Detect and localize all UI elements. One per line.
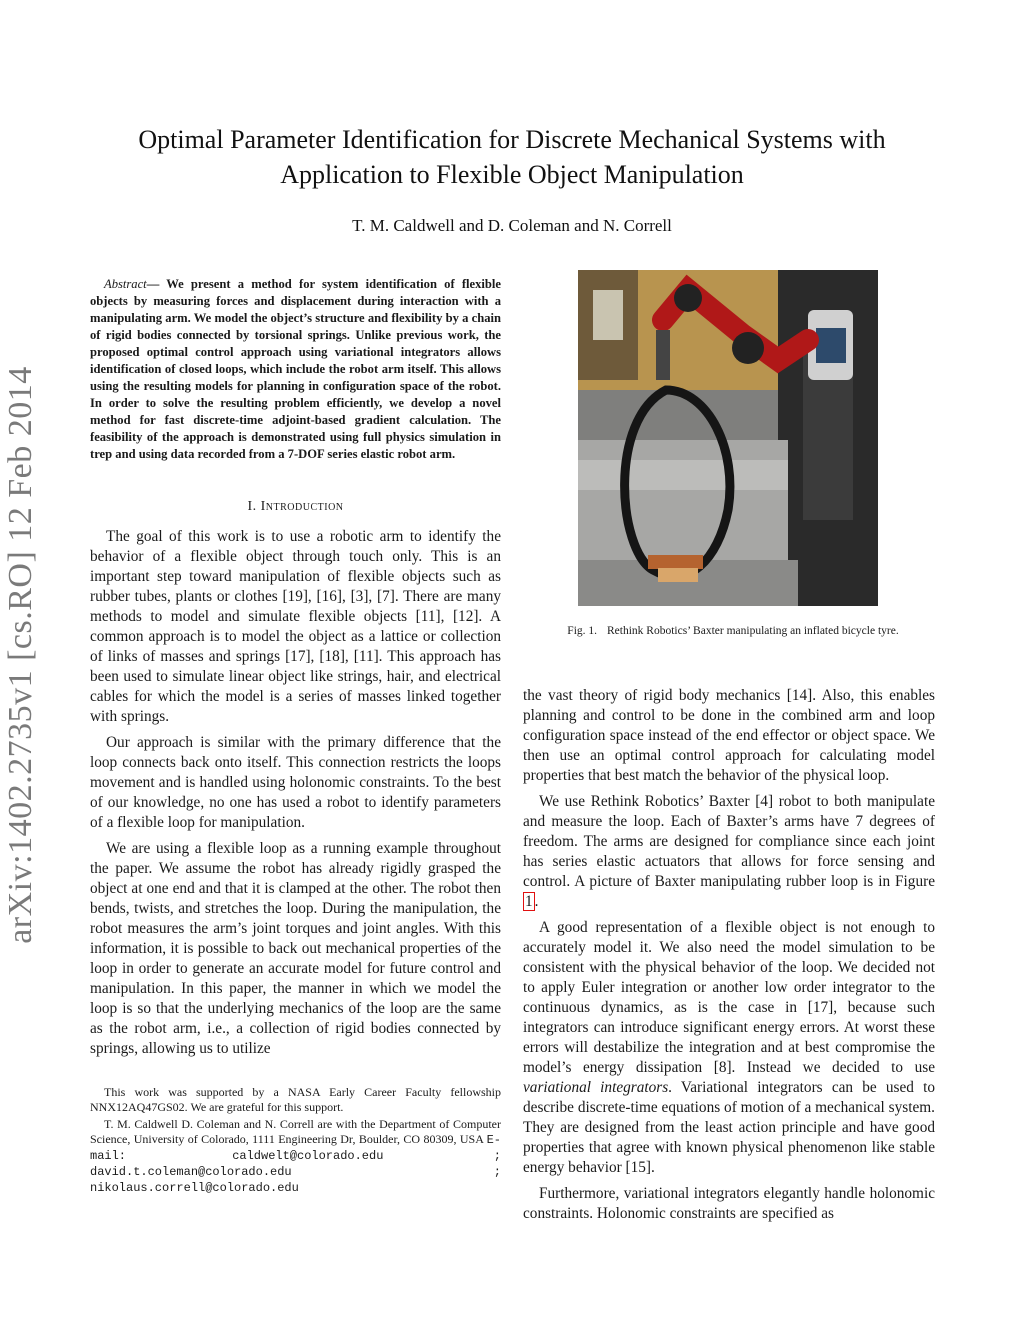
author-list: T. M. Caldwell and D. Coleman and N. Correll [352, 216, 672, 235]
right-paragraph-2-end: . [534, 893, 539, 910]
right-paragraph-4: Furthermore, variational integrators elegantly handle holonomic constraints. Holonomic constraints are specified as [523, 1185, 935, 1222]
right-column [523, 686, 935, 1224]
right-paragraph-1: the vast theory of rigid body mechanics [14]. Also, this enables planning and control to be done in the combined arm and loop configuration space instead of the end effector or object space. We then use an optimal control approach for calculating model properties that best match the behavior of the physical loop. [523, 687, 935, 784]
abstract [90, 276, 501, 463]
section-title: Introduction [260, 499, 344, 514]
figure-label: Fig. 1. [567, 625, 598, 637]
footnote-email-label: E-mail: [90, 1133, 501, 1163]
title-line-1: Optimal Parameter Identification for Discrete Mechanical Systems with [138, 125, 886, 154]
abstract-text: — We present a method for system identification of flexible objects by measuring forces and displacement during interaction with a manipulating arm. We model the object’s structure and flexibility by a chain of rigid bodies connected by torsional springs. Unlike previous work, the proposed optimal control approach using variational integrators allows identification of closed loops, which include the robot arm itself. This allows using the resulting models for planning in configuration space of the robot. In order to solve the resulting problem efficiently, we develop a novel method for fast discrete-time adjoint-based gradient calculation. The feasibility of the approach is demonstrated using full physics simulation in trep and using data recorded from a 7-DOF series elastic robot arm. [90, 277, 501, 461]
title-line-2: Application to Flexible Object Manipulation [280, 160, 744, 189]
figure-1-reference-link[interactable]: 1 [525, 893, 533, 910]
right-paragraph-3-text: A good representation of a flexible object is not enough to accurately model it. We also need the model simulation to be consistent with the physical behavior of the loop. We decided not to apply Euler integration or another low order integrator to the continuous dynamics, as is the case in [17], because such integrators can introduce significant energy errors. At worst these errors will destabilize the integration and at best compromise the model’s energy dissipation [8]. Instead we decided to use [523, 919, 935, 1076]
arxiv-identifier-margin [0, 350, 42, 960]
figure-caption-text: Rethink Robotics’ Baxter manipulating an inflated bicycle tyre. [607, 625, 899, 637]
footnote-affiliation [90, 1117, 501, 1196]
baxter-robot-illustration [578, 270, 878, 606]
right-paragraph-3 [523, 918, 935, 1178]
right-paragraph-2-text: We use Rethink Robotics’ Baxter [4] robot to both manipulate and measure the loop. Each of Baxter’s arms have 7 degrees of freedom. The arms are designed for compliance since each joint has series elastic actuators that allows for force sensing and control. A picture of Baxter manipulating rubber loop is in Figure [523, 793, 935, 890]
figure-1-photo [578, 270, 878, 606]
intro-paragraph-3: We are using a flexible loop as a running example throughout the paper. We assume the robot has already rigidly grasped the object at one end and that it is clamped at the other. The robot then bends, twists, and stretches the loop. During the manipulation, the robot measures the arm’s joint torques and joint angles. With this information, it is possible to back out mechanical properties of the loop in order to generate an accurate model for future control and manipulation. In this paper, the manner in which we model the loop is so that the underlying mechanics of the loop are the same as the robot arm, i.e., a collection of rigid bodies connected by springs, allowing us to utilize [90, 840, 501, 1057]
left-column [90, 264, 501, 1196]
arxiv-identifier-text: arXiv:1402.2735v1 [cs.RO] 12 Feb 2014 [2, 366, 39, 944]
variational-integrators-emphasis: variational integrators [523, 1079, 669, 1096]
footnote-affiliation-text: T. M. Caldwell D. Coleman and N. Correll are with the Department of Computer Science, University of Colorado, 1111 Engineering Dr, Boulder, CO 80309, USA [90, 1117, 501, 1146]
figure-1-caption [528, 624, 938, 639]
paper-title [100, 122, 924, 192]
footnote-support: This work was supported by a NASA Early Career Faculty fellowship NNX12AQ47GS02. We are grateful for this support. [90, 1085, 501, 1114]
footnote-emails: caldwelt@colorado.edu ; david.t.coleman@colorado.edu ; nikolaus.correll@colorado.edu [90, 1149, 501, 1195]
section-number: I. [247, 499, 257, 514]
right-paragraph-2 [523, 792, 935, 912]
abstract-label: Abstract [104, 277, 147, 291]
right-paragraph-3-end: . Variational integrators can be used to describe discrete-time equations of motion of a mechanical system. They are designed from the least action principle and have good properties that agree with known physical phenomenon like stable energy behavior [15]. [523, 1079, 935, 1176]
intro-paragraph-2: Our approach is similar with the primary difference that the loop connects back onto itself. This connection restricts the loops movement and is handled using holonomic constraints. To the best of our knowledge, no one has used a robot to identify parameters of a flexible loop for manipulation. [90, 734, 501, 831]
section-heading-introduction [90, 497, 501, 517]
intro-paragraph-1: The goal of this work is to use a robotic arm to identify the behavior of a flexible object through touch only. This is an important step toward manipulation of flexible objects such as rubber tubes, plants or clothes [19], [16], [3], [7]. There are many methods to model and simulate flexible objects [11], [12]. A common approach is to model the object as a lattice or collection of links of masses and springs [17], [18], [11]. This approach has been used to simulate linear object like strings, hair, and electrical cables for which the model is a series of masses linked together with springs. [90, 528, 501, 725]
